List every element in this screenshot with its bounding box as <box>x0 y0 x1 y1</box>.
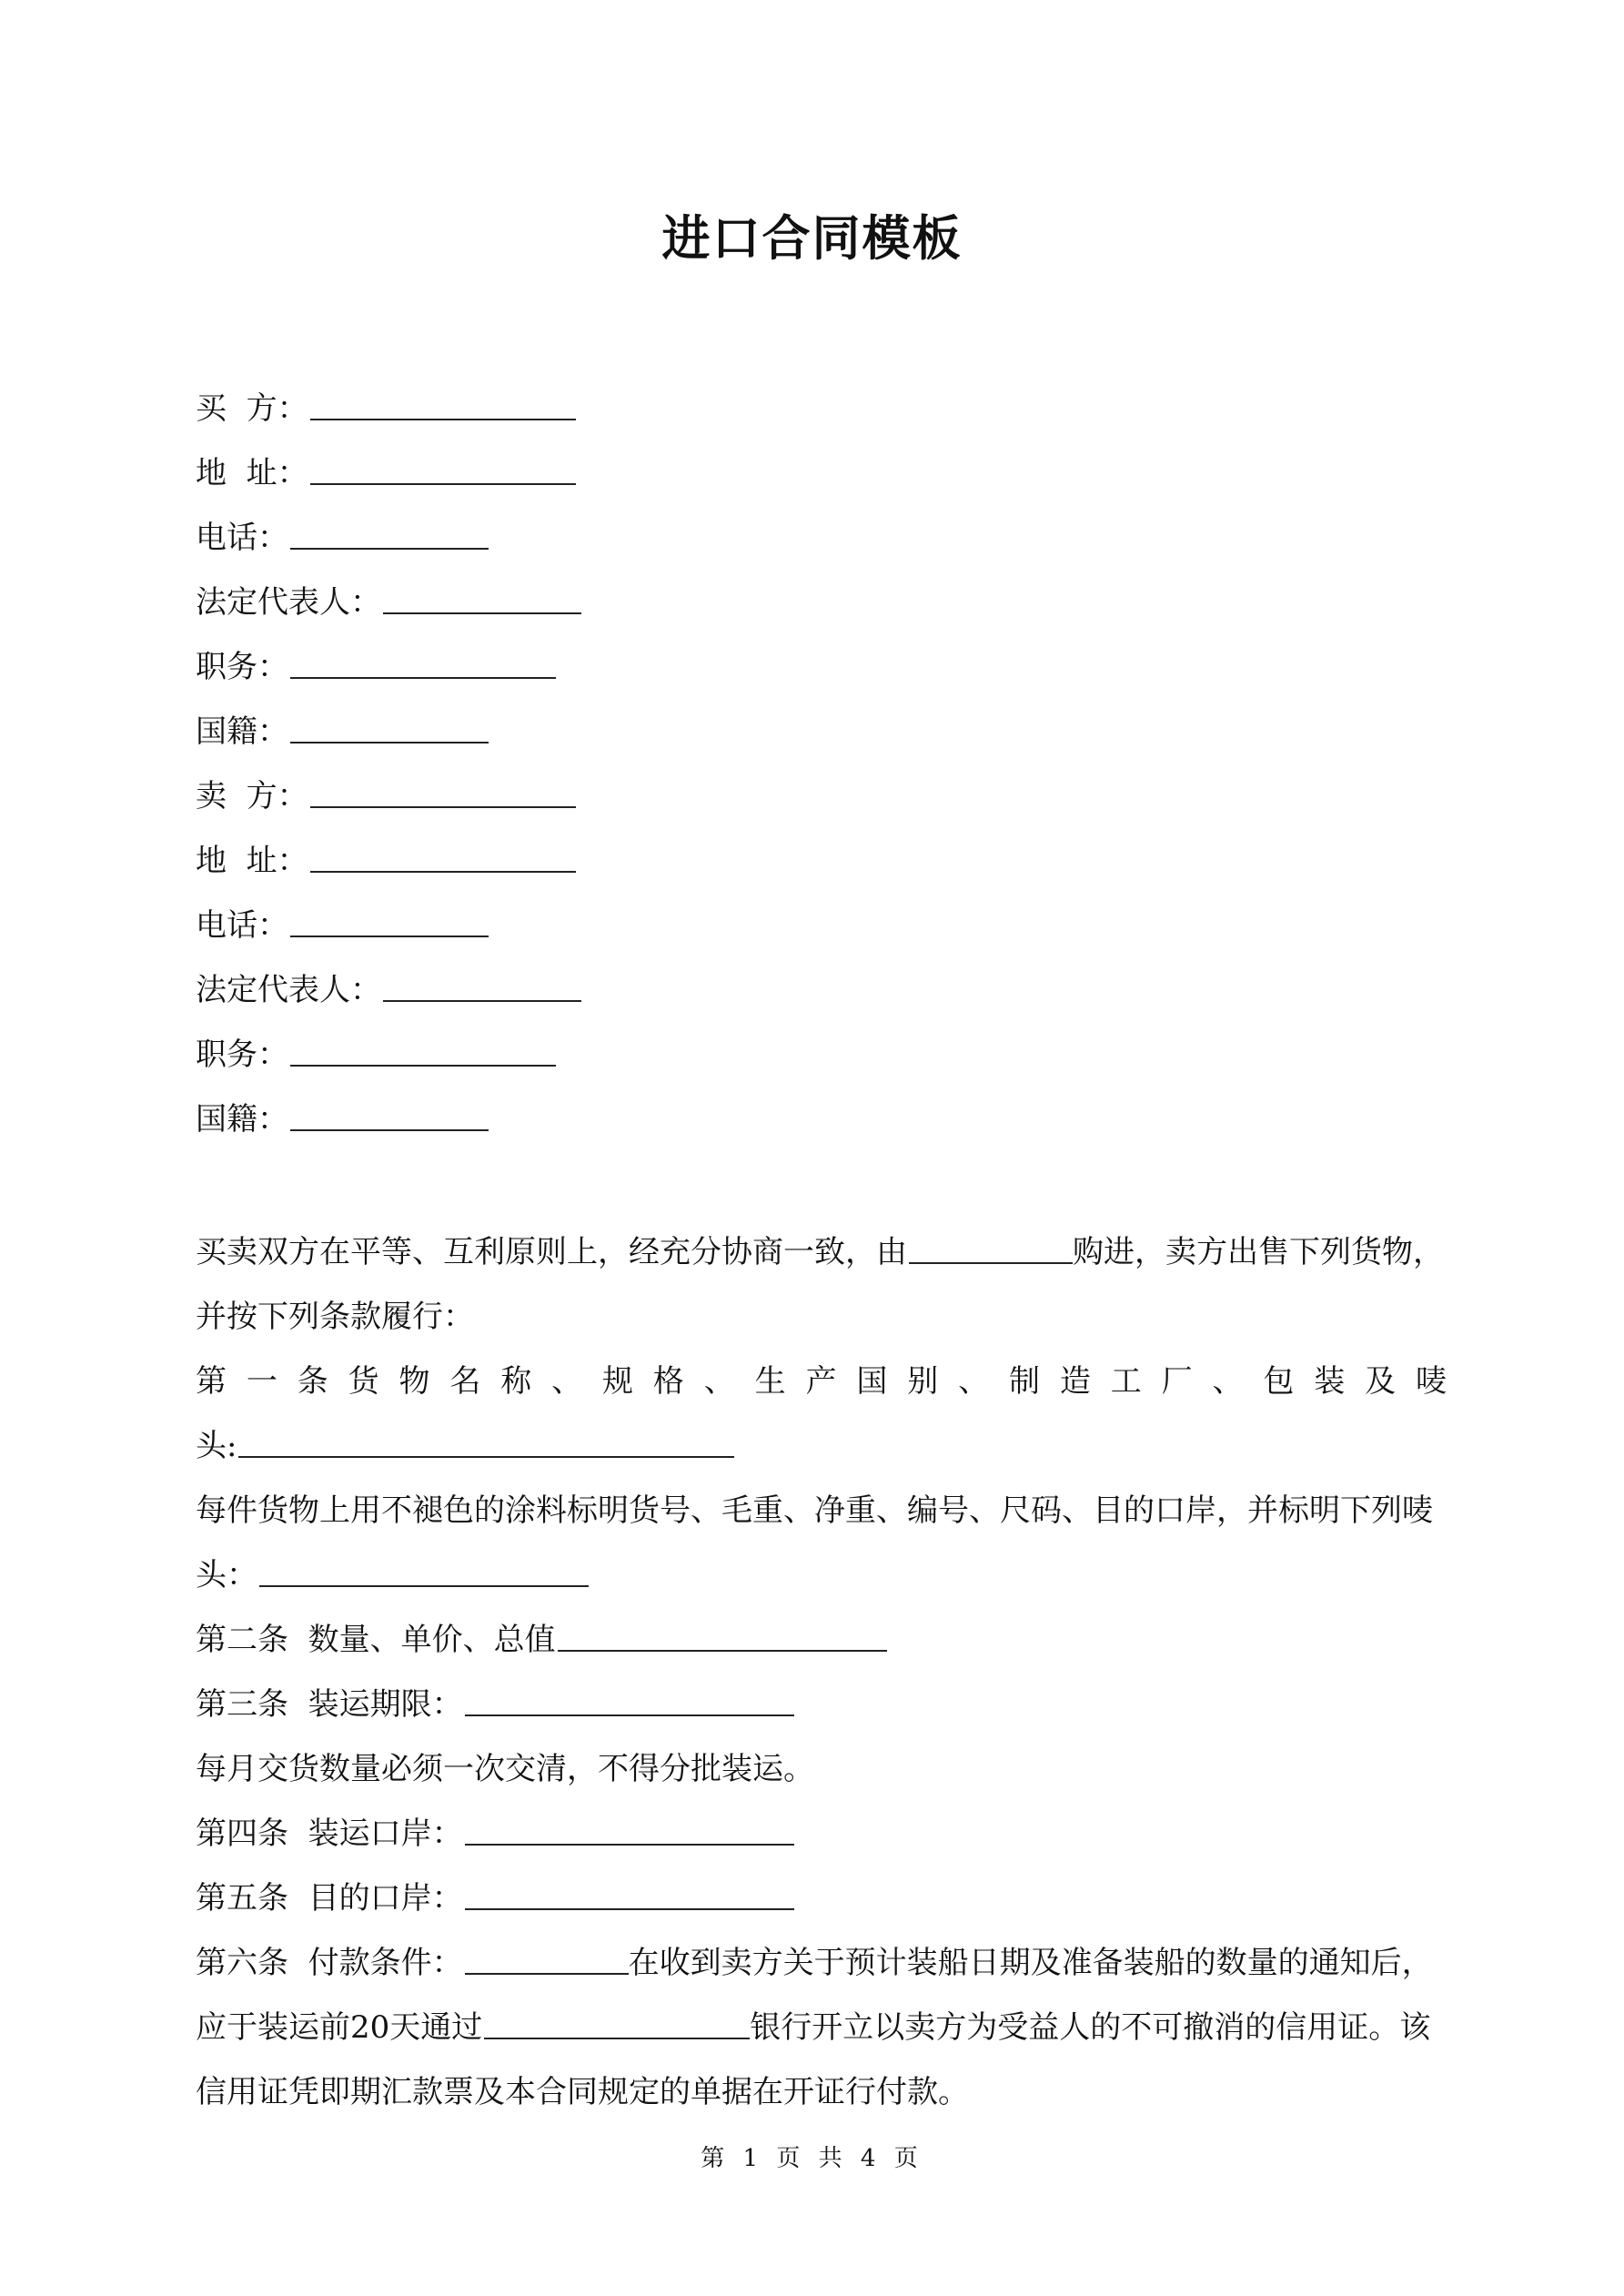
buyer-name-field <box>196 377 1451 441</box>
article-1-char: 、 <box>551 1363 583 1400</box>
buyer-nationality-field <box>196 700 1451 764</box>
article-1-char: 及 <box>1365 1363 1397 1400</box>
field-label: 电话： <box>196 907 288 944</box>
buyer-phone-field <box>196 506 1451 571</box>
article-1-char: 条 <box>297 1363 328 1400</box>
article-6-text: 第六条 付款条件： <box>196 1945 463 1981</box>
article-1-char: 制 <box>1009 1363 1040 1400</box>
article-1-char: 、 <box>1212 1363 1244 1400</box>
buyer-address-field <box>196 441 1451 506</box>
field-label: 国籍： <box>196 713 288 750</box>
party-info <box>196 377 1451 1152</box>
fill-blank[interactable] <box>465 1809 794 1846</box>
article-1-char: 生 <box>754 1363 786 1400</box>
article-1-char: 称 <box>500 1363 532 1400</box>
article-1-char: 货 <box>348 1363 379 1400</box>
fill-blank[interactable] <box>238 1421 734 1458</box>
fill-blank[interactable] <box>290 707 489 743</box>
page-footer: 第 1 页 共 4 页 <box>701 2145 923 2172</box>
article-1-char: 产 <box>805 1363 837 1400</box>
buyer-title-field <box>196 635 1451 700</box>
fill-blank[interactable] <box>290 1030 556 1067</box>
article-6-text-end: 银行开立以卖方为受益人的不可撤消的信用证。该信用证凭即期汇款票及本合同规定的单据在开证行付款。 <box>196 2009 1431 2110</box>
article-1-char: 国 <box>856 1363 888 1400</box>
article-1-char: 、 <box>703 1363 735 1400</box>
article-1-continuation <box>196 1414 1447 1479</box>
article-2-text: 第二条 数量、单价、总值 <box>196 1622 556 1658</box>
article-1-char: 一 <box>246 1363 277 1400</box>
fill-blank[interactable] <box>290 901 489 937</box>
fill-blank[interactable] <box>383 966 581 1002</box>
fill-blank[interactable] <box>383 578 581 614</box>
article-1-char: 规 <box>602 1363 633 1400</box>
article-3 <box>196 1673 1447 1737</box>
fill-blank[interactable] <box>465 1874 794 1910</box>
article-1-char: 工 <box>1110 1363 1142 1400</box>
seller-title-field <box>196 1023 1451 1087</box>
fill-blank[interactable] <box>290 642 556 679</box>
seller-representative-field <box>196 958 1451 1023</box>
article-1-char: 名 <box>449 1363 481 1400</box>
seller-phone-field <box>196 894 1451 958</box>
article-4 <box>196 1802 1447 1866</box>
field-label: 职务： <box>196 1037 288 1073</box>
field-label: 买 方： <box>196 390 308 427</box>
delivery-note-text: 每月交货数量必须一次交清，不得分批装运。 <box>196 1751 814 1787</box>
seller-nationality-field <box>196 1087 1451 1152</box>
marking-text: 每件货物上用不褪色的涂料标明货号、毛重、净重、编号、尺码、目的口岸，并标明下列唛头： <box>196 1492 1433 1593</box>
field-label: 法定代表人： <box>196 972 381 1008</box>
fill-blank[interactable] <box>465 1938 629 1975</box>
article-5-text: 第五条 目的口岸： <box>196 1880 463 1917</box>
seller-address-field <box>196 829 1451 894</box>
fill-blank[interactable] <box>259 1551 589 1587</box>
article-1-char: 造 <box>1059 1363 1091 1400</box>
field-label: 地 址： <box>196 843 308 879</box>
article-1-char: 装 <box>1314 1363 1346 1400</box>
article-2 <box>196 1608 1447 1673</box>
fill-blank[interactable] <box>909 1228 1073 1264</box>
article-1-char: 第 <box>196 1363 227 1400</box>
field-label: 卖 方： <box>196 778 308 814</box>
fill-blank[interactable] <box>310 772 576 808</box>
article-6-text-mid: 在收到卖方关于预计装船日期及准备装船的数量的通知后，应于装运前20天通过 <box>196 1945 1433 2046</box>
intro-text: 买卖双方在平等、互利原则上，经充分协商一致，由 <box>196 1234 907 1270</box>
seller-name-field <box>196 764 1451 829</box>
field-label: 地 址： <box>196 455 308 491</box>
fill-blank[interactable] <box>310 449 576 485</box>
article-1-char: 包 <box>1263 1363 1295 1400</box>
article-1-char: 唛 <box>1416 1363 1447 1400</box>
fill-blank[interactable] <box>465 1680 794 1716</box>
article-1-char: 别 <box>907 1363 939 1400</box>
article-3-text: 第三条 装运期限： <box>196 1686 463 1723</box>
fill-blank[interactable] <box>290 513 489 550</box>
article-6 <box>196 1931 1447 2125</box>
article-1-char: 格 <box>652 1363 684 1400</box>
fill-blank[interactable] <box>310 384 576 420</box>
field-label: 法定代表人： <box>196 584 381 621</box>
intro-text-after: 购进，卖方出售下列货物，并按下列条款履行： <box>196 1234 1444 1335</box>
article-5 <box>196 1866 1447 1931</box>
contract-body <box>196 1220 1447 2125</box>
fill-blank[interactable] <box>558 1615 887 1652</box>
fill-blank[interactable] <box>290 1095 489 1131</box>
intro-paragraph <box>196 1220 1447 1350</box>
fill-blank[interactable] <box>310 836 576 873</box>
buyer-representative-field <box>196 571 1451 635</box>
page-title: 进口合同模板 <box>661 210 963 267</box>
field-label: 国籍： <box>196 1101 288 1138</box>
article-1-char: 、 <box>958 1363 990 1400</box>
marking-paragraph <box>196 1479 1447 1608</box>
field-label: 职务： <box>196 649 288 685</box>
delivery-note <box>196 1737 1447 1802</box>
article-1-char: 厂 <box>1161 1363 1193 1400</box>
article-4-text: 第四条 装运口岸： <box>196 1816 463 1852</box>
field-label: 电话： <box>196 520 288 556</box>
article-1-heading <box>196 1350 1447 1414</box>
fill-blank[interactable] <box>484 2003 750 2039</box>
article-1-text: 头: <box>196 1428 237 1464</box>
article-1-char: 物 <box>398 1363 430 1400</box>
